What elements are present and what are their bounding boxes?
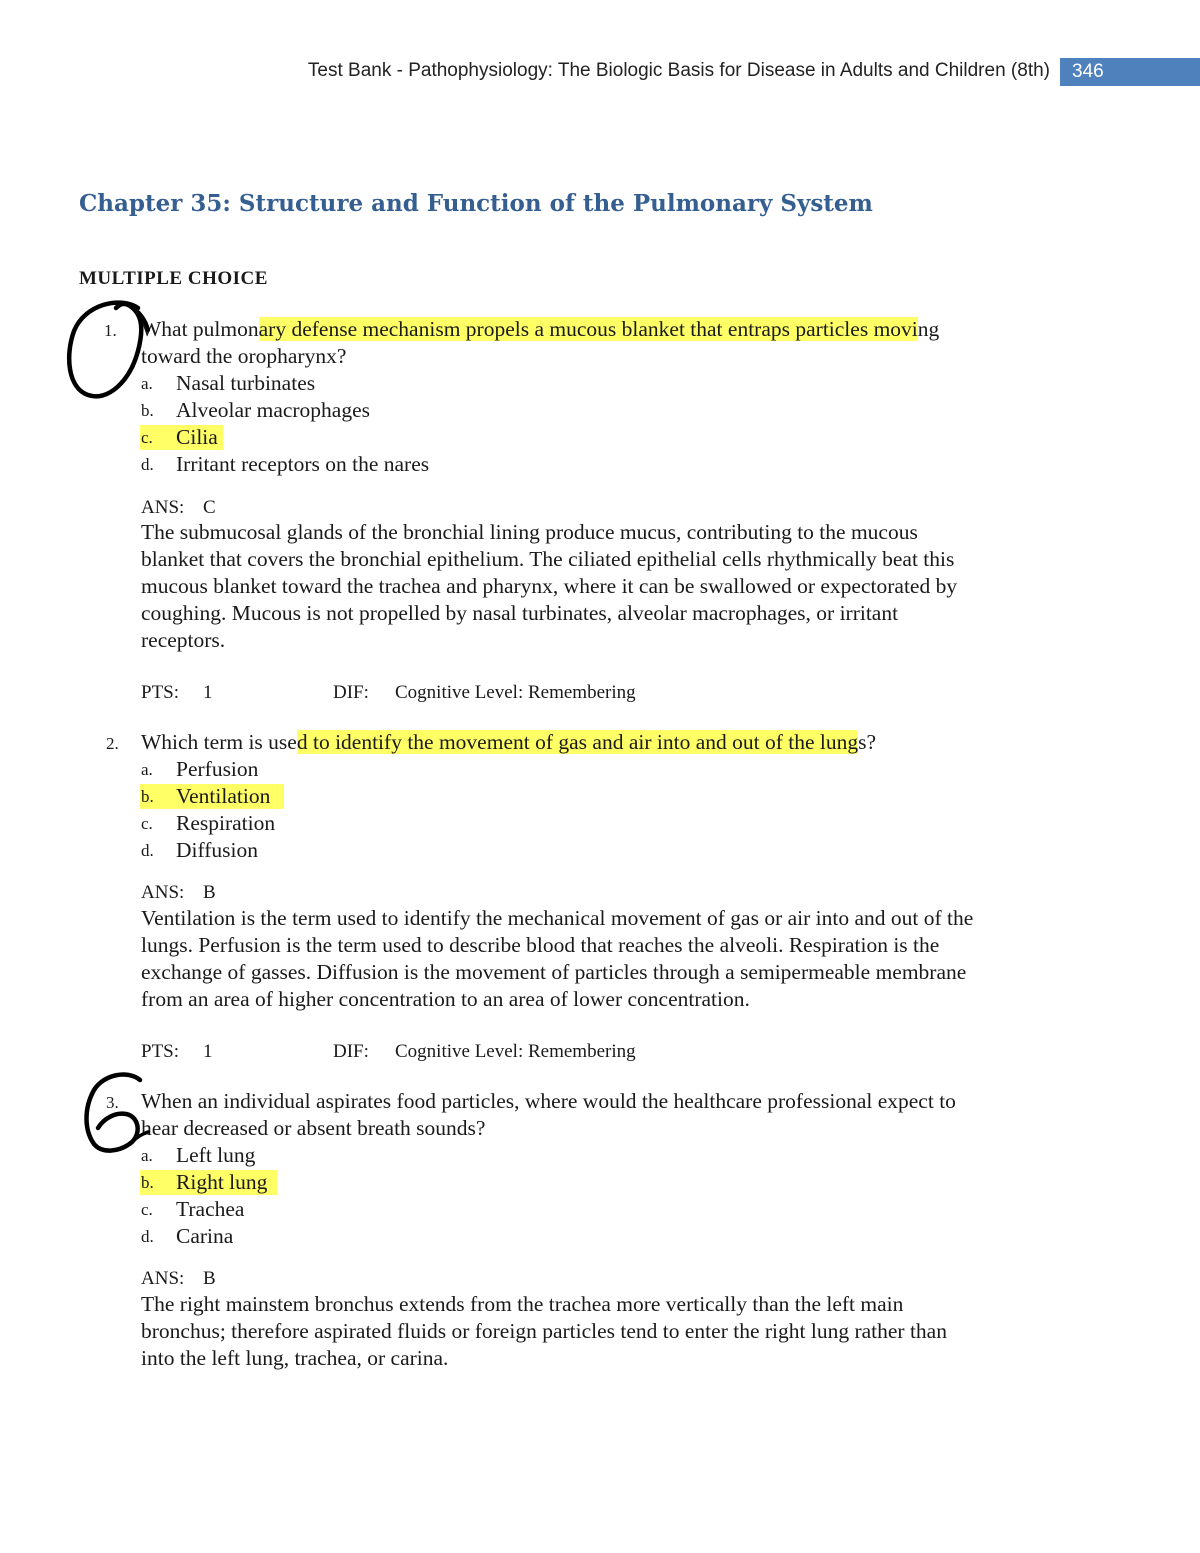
option-text: Trachea <box>176 1197 245 1221</box>
option-letter: b. <box>141 1173 154 1192</box>
option-text: Alveolar macrophages <box>176 398 371 422</box>
option-text: Diffusion <box>176 838 259 862</box>
option-text: Carina <box>176 1224 234 1248</box>
stem-highlight: d to identify the movement of gas and air into and out of the lung <box>296 730 859 754</box>
rationale-line: exchange of gasses. Diffusion is the movement of particles through a semipermeable membrane <box>141 960 967 984</box>
rationale-line: Ventilation is the term used to identify the mechanical movement of gas or air into and out of the <box>141 906 974 930</box>
rationale-line: The submucosal glands of the bronchial lining produce mucus, contributing to the mucous <box>141 520 918 544</box>
option-text: Nasal turbinates <box>176 371 316 395</box>
rationale-line: receptors. <box>141 628 226 652</box>
option-text: Left lung <box>176 1143 256 1167</box>
dif-value: Cognitive Level: Remembering <box>395 682 636 703</box>
section-heading: MULTIPLE CHOICE <box>79 268 268 289</box>
answer-value: B <box>203 882 216 903</box>
rationale-line: blanket that covers the bronchial epithelium. The ciliated epithelial cells rhythmically beat this <box>141 547 955 571</box>
pts-value: 1 <box>203 1041 213 1062</box>
option-letter: a. <box>141 760 153 779</box>
dif-label: DIF: <box>333 682 369 703</box>
answer-label: ANS: <box>141 882 185 903</box>
question-stem-line: hear decreased or absent breath sounds? <box>141 1116 486 1140</box>
option-letter: d. <box>141 1227 154 1246</box>
option-letter: c. <box>141 1200 153 1219</box>
pts-label: PTS: <box>141 682 180 703</box>
option-letter: c. <box>141 428 153 447</box>
option-letter: d. <box>141 841 154 860</box>
option-text: Perfusion <box>176 757 259 781</box>
answer-value: B <box>203 1268 216 1289</box>
question-stem-line: toward the oropharynx? <box>141 344 347 368</box>
option-text: Cilia <box>176 425 218 449</box>
page-header <box>0 58 1200 88</box>
option-letter: a. <box>141 1146 153 1165</box>
question-number: 2. <box>106 734 119 753</box>
stem-text: ng <box>917 317 940 341</box>
option-text: Respiration <box>176 811 276 835</box>
question-number: 3. <box>106 1093 119 1112</box>
answer-value: C <box>203 497 216 518</box>
rationale-line: coughing. Mucous is not propelled by nasal turbinates, alveolar macrophages, or irritant <box>141 601 899 625</box>
pts-label: PTS: <box>141 1041 180 1062</box>
rationale-line: into the left lung, trachea, or carina. <box>141 1346 449 1370</box>
stem-highlight: ary defense mechanism propels a mucous blanket that entraps particles movi <box>258 317 918 341</box>
rationale-line: The right mainstem bronchus extends from the trachea more vertically than the left main <box>141 1292 904 1316</box>
answer-label: ANS: <box>141 497 185 518</box>
option-letter: a. <box>141 374 153 393</box>
question-stem-line <box>141 729 876 756</box>
rationale-line: mucous blanket toward the trachea and pharynx, where it can be swallowed or expectorated by <box>141 574 958 598</box>
rationale-line: from an area of higher concentration to an area of lower concentration. <box>141 987 750 1011</box>
rationale-line: bronchus; therefore aspirated fluids or foreign particles tend to enter the right lung rather than <box>141 1319 947 1343</box>
chapter-title: Chapter 35: Structure and Function of the Pulmonary System <box>79 190 873 217</box>
handwritten-circle-icon <box>60 296 160 406</box>
option-text: Right lung <box>176 1170 268 1194</box>
dif-value: Cognitive Level: Remembering <box>395 1041 636 1062</box>
stem-text: What pulmon <box>141 317 259 341</box>
question-stem-line <box>141 316 939 343</box>
answer-label: ANS: <box>141 1268 185 1289</box>
handwritten-six-icon <box>76 1068 166 1158</box>
page-number: 346 <box>1060 58 1200 86</box>
question-stem-line: When an individual aspirates food particles, where would the healthcare professional expect to <box>141 1089 956 1113</box>
option-text: Irritant receptors on the nares <box>176 452 430 476</box>
question-number: 1. <box>104 321 117 340</box>
header-title: Test Bank - Pathophysiology: The Biologic Basis for Disease in Adults and Children (8th) <box>307 60 1050 81</box>
option-letter: c. <box>141 814 153 833</box>
option-letter: b. <box>141 787 154 806</box>
rationale-line: lungs. Perfusion is the term used to describe blood that reaches the alveoli. Respiration is the <box>141 933 940 957</box>
stem-text: Which term is use <box>141 730 297 754</box>
dif-label: DIF: <box>333 1041 369 1062</box>
option-letter: b. <box>141 401 154 420</box>
option-letter: d. <box>141 455 154 474</box>
stem-text: s? <box>858 730 877 754</box>
pts-value: 1 <box>203 682 213 703</box>
option-text: Ventilation <box>176 784 271 808</box>
